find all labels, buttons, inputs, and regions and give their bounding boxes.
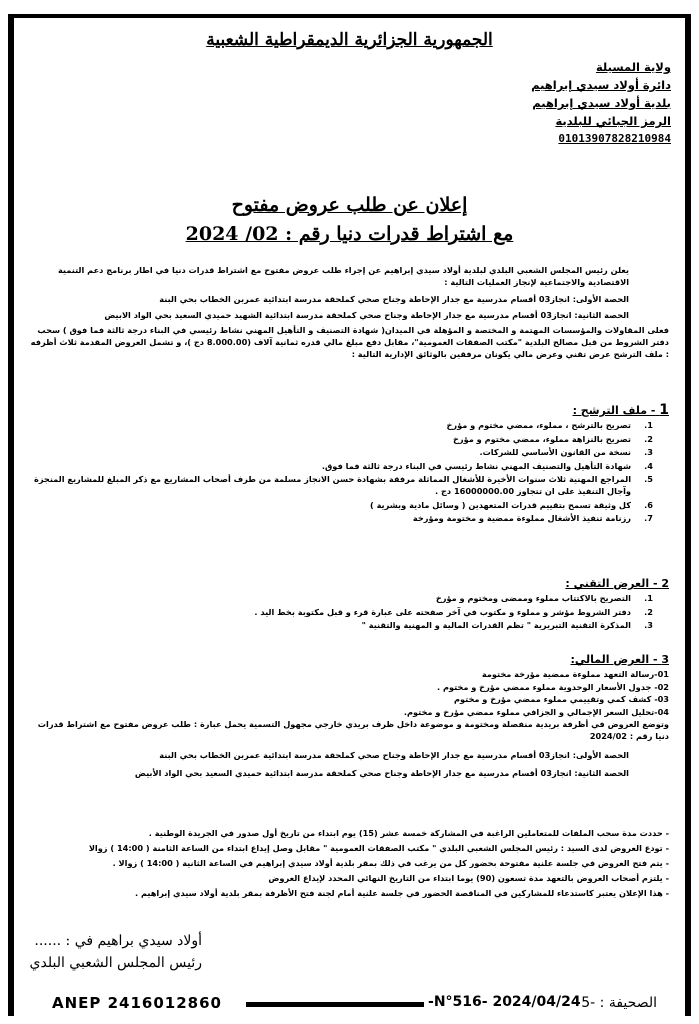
daira-line: دائرة أولاد سيدي إبراهيم bbox=[531, 78, 671, 92]
signature-title: رئيس المجلس الشعبي البلدي bbox=[29, 955, 202, 971]
section-1-list bbox=[30, 419, 669, 524]
list-item: 7. رزنامة تنفيذ الأشغال مملوءة ممضية و مختومة ومؤرخة bbox=[412, 513, 653, 524]
signature-place-date: أولاد سيدي براهيم في : ...... bbox=[34, 933, 202, 949]
note-item: - هذا الإعلان يعتبر كاستدعاء للمشاركين في المناقصة الحضور في جلسة علنية أمام لجنة فتح الأظرفة بمقر بلدية أولاد سيدي إبراهيم . bbox=[135, 888, 669, 898]
note-item: - يتم فتح العروض في جلسة علنية مفتوحة بحضور كل من يرغب في ذلك بمقر بلدية أولاد سيدي إبراهيم في الساعة الثانية ( 14:00 ) زوالا . bbox=[112, 858, 669, 868]
list-item: 02- جدول الأسعار الوحدوية مملوء ممضي مؤرخ و مختوم . bbox=[436, 681, 669, 692]
section-3 bbox=[30, 652, 669, 780]
announcement-title: إعلان عن طلب عروض مفتوح bbox=[231, 194, 468, 216]
notes-block bbox=[30, 826, 669, 901]
lot-1-line: الحصة الأولى: انجاز03 أقسام مدرسية مع جدار الإحاطة وجناح صحي كملحقة مدرسة ابتدائية عمربن الخطاب بحي البنة bbox=[159, 293, 629, 304]
right-border-rule bbox=[685, 14, 691, 1016]
section-3-list bbox=[30, 668, 669, 718]
footer-rule bbox=[246, 1002, 424, 1007]
anep-reference: ANEP 2416012860 bbox=[52, 994, 222, 1012]
list-item: 1. التصريح بالاكتتاب مملوء وممضى ومختوم و مؤرخ bbox=[435, 593, 653, 604]
section-2 bbox=[30, 576, 669, 633]
section-1 bbox=[30, 402, 669, 526]
conditions-paragraph: فعلى المقاولات والمؤسسات المهتمة و المختصة و المؤهلة في الميدان( شهادة التصنيف و التأهيل المهني نشاط رئيسي في البناء درجة ثالثة فما فوق ) سحب دفتر الشروط من قبل مصالح البلدية "مكتب الصفقات العمومية"، مقابل دفع مبلغ مالي قدره ثمانية آلاف (8.000.00 دج )، و تشمل العروض المقدمة ثلاث أظرفه : ملف الترشح عرض تقني وعرض مالي يكونان مرفقين بالوثائق الإدارية التالية : bbox=[30, 324, 669, 360]
wilaya-line: ولاية المسيلة bbox=[595, 60, 671, 74]
left-border-rule bbox=[8, 14, 14, 1016]
list-item: 5. المراجع المهنية ثلاث سنوات الأخيرة للأشغال المماثلة مرفقة بشهادة حسن الانجاز مسلمة من طرف أصحاب المشاريع مع ذكر المبلغ للمشاريع المنجزة وآجال التنفيذ على ان تتجاوز 16000000.00 دج . bbox=[34, 474, 653, 497]
fiscal-label: الرمز الجبائي للبلدية bbox=[555, 114, 671, 128]
envelope-instruction: وتوضع العروض في أظرفة بريدية منفصلة ومختومة و موضوعة داخل ظرف بريدي خارجي مجهول التسمية يحمل عبارة : طلب عروض مفتوح مع اشتراط قدرات دنيا رقم : 2024/02 bbox=[37, 719, 669, 742]
page-label: الصحيفة : -5 bbox=[581, 995, 657, 1011]
section-2-heading: 2 - العرض التقني : bbox=[565, 577, 669, 590]
list-item: 1. تصريح بالترشح ، مملوء، ممضي مختوم و مؤرخ bbox=[446, 420, 653, 431]
lot-2-line: الحصة الثانية: انجاز03 أقسام مدرسية مع جدار الإحاطة وجناح صحي كملحقة مدرسة ابتدائية الشهيد حميدي السعيد بحي الواد الابيض bbox=[104, 310, 629, 321]
list-item: 04-تحليل السعر الإجمالي و الجزافي مملوء ممضي مؤرخ و مختوم. bbox=[403, 706, 669, 717]
top-border-rule bbox=[8, 14, 691, 18]
footer-bar bbox=[14, 992, 685, 1016]
list-item: 6. كل وثيقة تسمح بتقييم قدرات المتعهدين ( وسائل مادية وبشرية ) bbox=[370, 499, 653, 510]
list-item: 3. نسخة من القانون الأساسي للشركات. bbox=[479, 447, 653, 458]
note-item: - تودع العروض لدى السيد : رئيس المجلس الشعبي البلدي " مكتب الصفقات العمومية " مقابل وصل إيداع ابتداء من الساعة الثامنة ( 14:00 ) زوالا bbox=[88, 843, 669, 853]
list-item: 2. دفتر الشروط مؤشر و مملوء و مكتوب في آخر صفحته على عبارة قرء و قبل مكتوبة بخط اليد . bbox=[254, 606, 653, 617]
list-item: 01-رسالة التعهد مملوءة ممضية مؤرخة مختومة bbox=[481, 669, 669, 680]
signature-block bbox=[22, 930, 202, 974]
list-item: 3. المذكرة التقنية التبريرية " تظم القدرات المالية و المهنية والتقنية " bbox=[361, 620, 653, 631]
note-item: - يلتزم أصحاب العروض بالتعهد مدة تسعون (90) يوما ابتداء من التاريخ النهائي المحدد لإيداع العروض bbox=[268, 873, 669, 883]
section-3-heading: 3 - العرض المالي: bbox=[570, 653, 669, 666]
intro-paragraph: يعلن رئيس المجلس الشعبي البلدي لبلدية أولاد سيدي إبراهيم عن إجراء طلب عروض مفتوح مع اشتراط قدرات دنيا في اطار برنامج دعم التنمية الاقتصادية والاجتماعية لإنجاز العمليات التالية : bbox=[57, 265, 629, 288]
intro-block bbox=[30, 264, 669, 361]
lot-1-line-repeat: الحصة الأولى: انجاز03 أقسام مدرسية مع جدار الإحاطة وجناح صحي كملحقة مدرسة ابتدائية عمربن الخطاب بحي البنة bbox=[159, 749, 629, 760]
administration-block bbox=[501, 58, 671, 148]
lot-2-line-repeat: الحصة الثانية: انجاز03 أقسام مدرسية مع جدار الإحاطة وجناح صحي كملحقة مدرسة ابتدائية حميدي السعيد بحي الواد الأبيض bbox=[134, 768, 629, 779]
list-item: 2. تصريح بالنزاهة مملوء، ممضي مختوم و مؤرخ bbox=[452, 433, 653, 444]
section-1-number: 1 bbox=[659, 402, 669, 418]
announcement-subtitle: مع اشتراط قدرات دنيا رقم : 02/ 2024 bbox=[185, 223, 514, 245]
fiscal-code: 01013907828210984 bbox=[558, 132, 671, 145]
list-item: 4. شهادة التأهيل والتصنيف المهني نشاط رئيسي في البناء درجة ثالثة فما فوق. bbox=[321, 460, 653, 471]
republic-header: الجمهورية الجزائرية الديمقراطية الشعبية bbox=[206, 30, 493, 50]
baladiya-line: بلدية أولاد سيدي إبراهيم bbox=[532, 96, 671, 110]
note-item: - حددت مدة سحب الملفات للمتعاملين الراغبة في المشاركة خمسة عشر (15) يوم ابتداء من تاريخ أول صدور في الجريدة الوطنية . bbox=[148, 828, 669, 838]
list-item: 03- كشف كمي وتقييمي مملوء ممضي مؤرخ و مختوم bbox=[454, 694, 669, 705]
section-2-list bbox=[30, 592, 669, 631]
section-1-title: - ملف الترشح : bbox=[572, 404, 656, 417]
issue-reference: 2024/04/24 -N°516- bbox=[428, 994, 581, 1010]
section-1-heading bbox=[30, 404, 669, 417]
